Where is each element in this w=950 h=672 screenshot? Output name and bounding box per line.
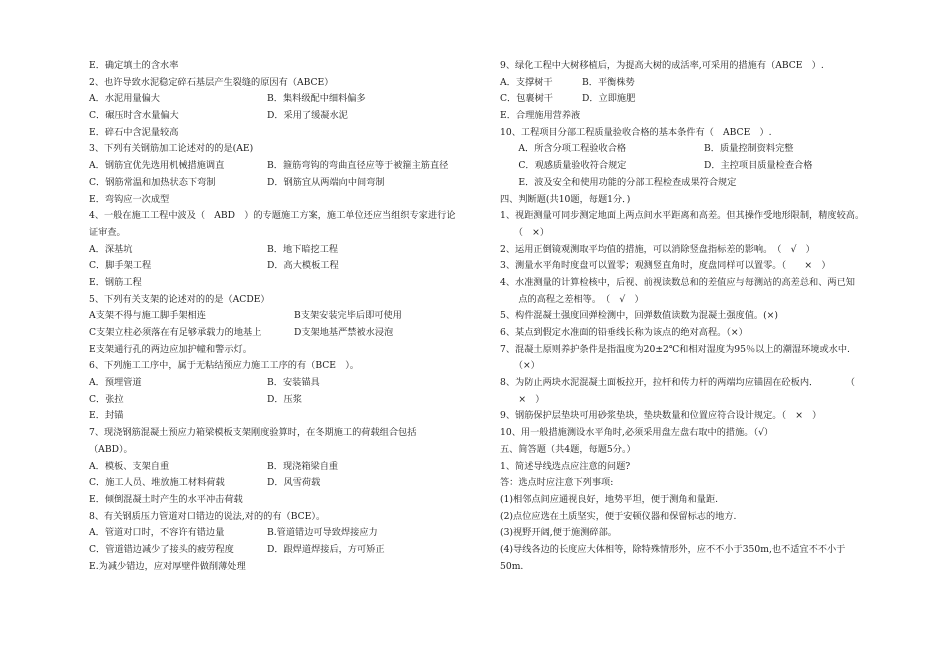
right-line [500, 208, 890, 225]
left-line [89, 358, 477, 375]
line-text: E．波及安全和使用功能的分部工程检查成果符合规定 [500, 176, 737, 188]
line-text: 7、现浇钢筋混凝土预应力箱梁模板支架刚度验算时，在冬期施工的荷载组合包括 [89, 427, 417, 439]
right-line [500, 141, 890, 158]
left-line [89, 175, 477, 192]
line-text: 3、测量水平角时度盘可以置零；观测竖直角时，度盘同样可以置零。（ × ） [500, 260, 831, 272]
left-line [89, 442, 477, 459]
line-text: 答：选点时应注意下列事项: [500, 477, 614, 489]
line-text: 8、有关钢质压力管道对口错边的说法,对的的有（BCE）。 [89, 510, 326, 522]
line-text: E．合理施用营养液 [500, 110, 581, 122]
option-text: B.管道错边可导致焊接应力 [267, 527, 378, 539]
left-line [89, 408, 477, 425]
line-text: 8、为防止两块水泥混凝土面板拉开，拉杆和传力杆的两端均应锚固在砼板内． （ [500, 377, 855, 389]
right-line [500, 308, 890, 325]
left-line [89, 342, 477, 359]
line-text: C．管道错边减少了接头的疲劳程度 [89, 543, 234, 555]
option-text: D．压浆 [267, 393, 302, 405]
left-line [89, 141, 477, 158]
line-text: (4)导线各边的长度应大体相等，除特殊情形外，应不不小于350m,也不适宜不不小于 [500, 543, 846, 555]
line-text: 9、绿化工程中大树移植后，为提高大树的成活率,可采用的措施有（ABCE ）. [500, 60, 824, 71]
left-line [89, 108, 477, 125]
option-text: B．现浇箱梁自重 [267, 460, 339, 472]
line-text: C．钢筋常温和加热状态下弯制 [89, 176, 216, 188]
right-line [500, 425, 890, 442]
option-text: B．安装锚具 [267, 377, 320, 389]
line-text: A．支撑树干 [500, 76, 553, 88]
option-text: B支架安装完毕后即可使用 [294, 310, 402, 322]
line-text: E．倾倒混凝土时产生的水平冲击荷载 [89, 493, 243, 505]
left-column [89, 58, 477, 575]
line-text: A支架不得与施工脚手架相连 [89, 310, 206, 322]
right-line [500, 175, 890, 192]
line-text: E．弯钩应一次成型 [89, 193, 170, 205]
right-line [500, 509, 890, 526]
right-line [500, 225, 890, 242]
line-text: E．钢筋工程 [89, 276, 142, 288]
right-line [500, 275, 890, 292]
left-line [89, 192, 477, 209]
right-line [500, 125, 890, 142]
line-text: A．模板、支架自重 [89, 460, 170, 472]
right-line [500, 459, 890, 476]
line-text: 50m. [500, 560, 524, 572]
right-line [500, 408, 890, 425]
line-text: （ ×） [500, 226, 550, 238]
line-text: 2、运用正倒镜观测取平均值的措施，可以消除竖盘指标差的影响。 （ √ ） [500, 243, 815, 255]
option-text: B．地下暗挖工程 [267, 243, 339, 255]
right-line [500, 75, 890, 92]
line-text: C．张拉 [89, 393, 124, 405]
line-text: 1、视距测量可同步测定地面上两点间水平距离和高差。但其操作受地形限制，精度较高。 [500, 210, 865, 222]
left-line [89, 208, 477, 225]
line-text: 四、判断题(共10题，每题1分．) [500, 193, 631, 205]
line-text: E．碎石中含泥量较高 [89, 126, 179, 138]
right-line [500, 442, 890, 459]
line-text: E.为减少错边，应对厚壁件做削薄处理 [89, 560, 246, 572]
line-text: C支架立柱必须落在有足够承载力的地基上 [89, 327, 262, 338]
line-text: (3)视野开阔,便于施测碎部。 [500, 527, 617, 539]
left-line [89, 292, 477, 309]
line-text: 3、下列有关钢筋加工论述对的的是(AE) [89, 143, 254, 155]
line-text: A．水泥用量偏大 [89, 93, 160, 105]
right-line [500, 158, 890, 175]
option-text: D．高大模板工程 [267, 260, 339, 272]
right-line [500, 392, 890, 409]
line-text: 4、水准测量的计算检核中，后视、前视读数总和的差值应与每测站的高差总和、两已知 [500, 276, 855, 288]
left-line [89, 459, 477, 476]
line-text: 5、下列有关支架的论述对的的是（ACDE） [89, 293, 270, 305]
line-text: 10、用一般措施测设水平角时,必须采用盘左盘右取中的措施。（√） [500, 427, 774, 439]
option-text: D．采用了缓凝水泥 [267, 110, 348, 122]
right-column [500, 58, 890, 575]
line-text: （ABD）。 [89, 443, 133, 455]
left-line [89, 509, 477, 526]
option-text: B．质量控制资料完整 [704, 143, 794, 155]
line-text: C．施工人员、堆放施工材料荷载 [89, 477, 225, 489]
right-line [500, 525, 890, 542]
right-line [500, 242, 890, 259]
line-text: C．观感质量验收符合规定 [500, 160, 627, 172]
line-text: A．所含分项工程验收合格 [500, 143, 627, 155]
left-line [89, 308, 477, 325]
right-line [500, 375, 890, 392]
left-line [89, 559, 477, 576]
line-text: A．深基坑 [89, 243, 133, 255]
left-line [89, 475, 477, 492]
left-line [89, 275, 477, 292]
option-text: D．立即施肥 [582, 93, 636, 105]
line-text: 4、一般在施工工程中波及（ ABD ）的专题施工方案，施工单位还应当组织专家进行论 [89, 210, 456, 222]
left-line [89, 75, 477, 92]
left-line [89, 325, 477, 342]
right-line [500, 108, 890, 125]
line-text: A．管道对口时，不容许有错边量 [89, 527, 225, 539]
line-text: E支架通行孔的两边应加护幢和警示灯。 [89, 343, 252, 355]
line-text: (1)相邻点间应通视良好，地势平坦，便于测角和量距. [500, 493, 719, 505]
right-line [500, 325, 890, 342]
line-text: 证审查。 [89, 226, 126, 238]
right-line [500, 58, 890, 75]
option-text: D．跟焊道焊接后，方可矫正 [267, 543, 385, 555]
line-text: E．确定填土的含水率 [89, 60, 179, 71]
line-text: 7、混凝土原则养护条件是指温度为20±2℃和相对湿度为95％以上的潮湿环境或水中. [500, 343, 850, 355]
line-text: 9、钢筋保护层垫块可用砂浆垫块，垫块数量和位置应符合设计规定。（ × ） [500, 410, 822, 422]
right-line [500, 292, 890, 309]
right-line [500, 542, 890, 559]
line-text: (2)点位应选在土质坚实，便于安顿仪器和保留标志的地方. [500, 510, 737, 522]
right-line [500, 91, 890, 108]
option-text: B．集料级配中细料偏多 [267, 93, 366, 105]
line-text: E．封锚 [89, 410, 124, 422]
line-text: 五、简答题（共4题，每题5分。） [500, 443, 636, 455]
left-line [89, 542, 477, 559]
line-text: （×） [500, 360, 540, 372]
left-line [89, 392, 477, 409]
option-text: D．钢筋宜从两端向中间弯制 [267, 176, 385, 188]
line-text: 2、也许导致水泥稳定碎石基层产生裂缝的原因有（ABCE） [89, 76, 334, 88]
option-text: D．主控项目质量检查合格 [704, 160, 813, 172]
left-line [89, 375, 477, 392]
line-text: A．钢筋宜优先选用机械措施调直 [89, 160, 225, 172]
line-text: 6、下列施工工序中，属于无粘结预应力施工工序的有（BCE ）。 [89, 360, 359, 372]
left-line [89, 425, 477, 442]
right-line [500, 358, 890, 375]
right-line [500, 258, 890, 275]
left-line [89, 58, 477, 75]
line-text: A．预埋管道 [89, 377, 142, 389]
right-line [500, 192, 890, 209]
left-line [89, 258, 477, 275]
right-line [500, 492, 890, 509]
line-text: C．碾压时含水量偏大 [89, 110, 179, 122]
option-text: B．箍筋弯钩的弯曲直径应等于被箍主筋直径 [267, 160, 449, 172]
right-line [500, 559, 890, 576]
left-line [89, 492, 477, 509]
left-line [89, 125, 477, 142]
left-line [89, 158, 477, 175]
option-text: B．平衡株势 [582, 76, 635, 88]
line-text: C．脚手架工程 [89, 260, 152, 272]
line-text: 点的高程之差相等。 （ √ ） [500, 293, 644, 305]
left-line [89, 225, 477, 242]
line-text: C．包裹树干 [500, 93, 553, 105]
line-text: 1、简述导线选点应注意的问题? [500, 460, 631, 472]
line-text: × ） [500, 393, 545, 405]
right-line [500, 475, 890, 492]
right-line [500, 342, 890, 359]
option-text: D．风雪荷载 [267, 477, 321, 489]
line-text: 5、构件混凝土强度回弹检测中，回弹数值读数为混凝土强度值。(×) [500, 310, 778, 322]
left-line [89, 242, 477, 259]
line-text: 10、工程项目分部工程质量验收合格的基本条件有（ ABCE ）. [500, 126, 772, 138]
left-line [89, 91, 477, 108]
option-text: D支架地基严禁被水浸泡 [294, 327, 394, 338]
line-text: 6、某点到假定水准面的铅垂线长称为该点的绝对高程。（×） [500, 327, 748, 338]
left-line [89, 525, 477, 542]
